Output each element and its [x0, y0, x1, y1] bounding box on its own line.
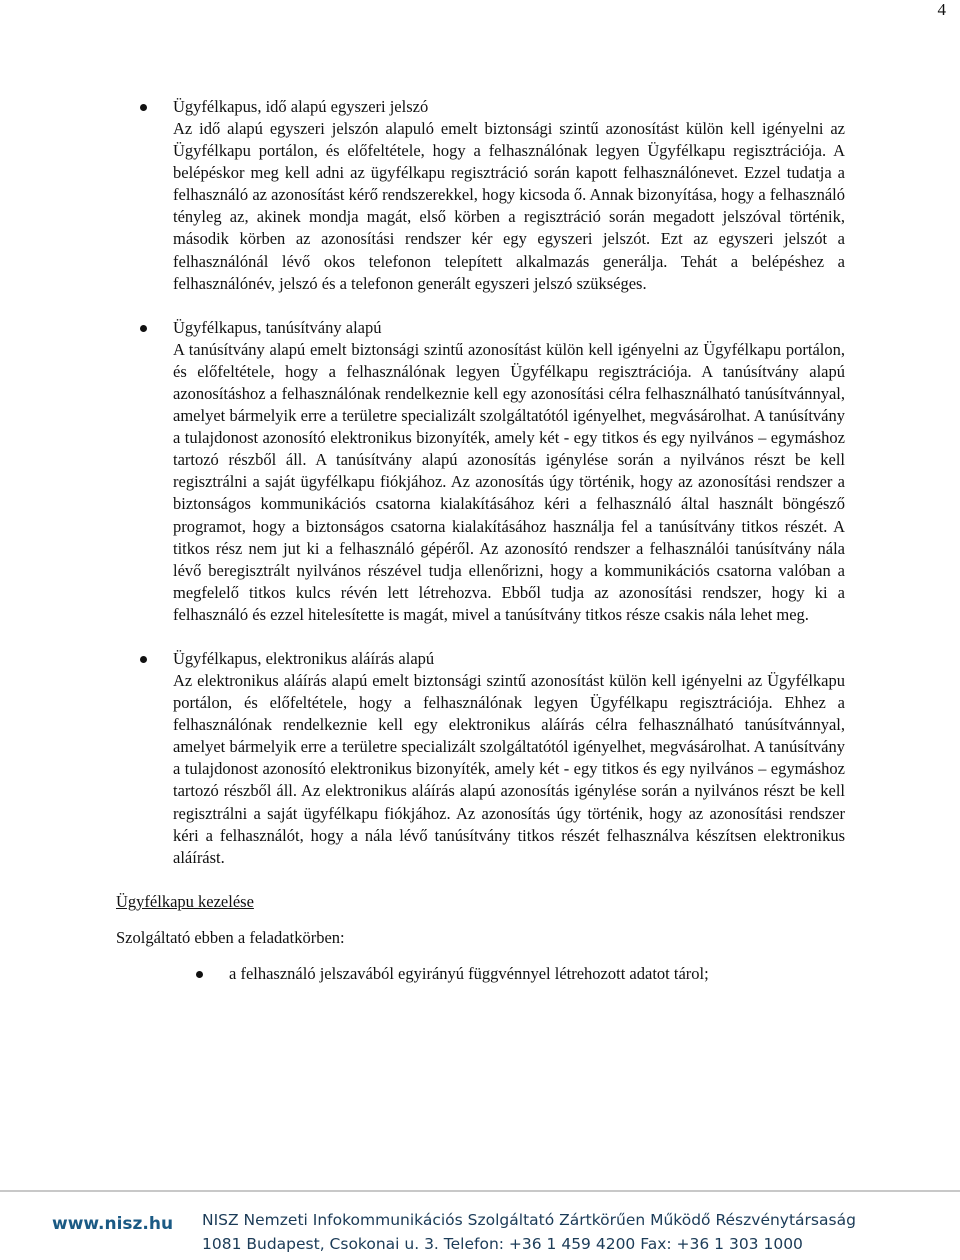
- bullet-paragraph: A tanúsítvány alapú emelt biztonsági szintű azonosítást külön kell igényelni az Ügyfélkapu portálon, és előfeltétele, hogy a felhasználónak legyen Ügyfélkapu regisztrációja. A tanúsítvány alapú azonosításhoz a felhasználónak rendelkeznie kell egy azonosítási célra felhasználható tanúsítvánnyal, amelyet bármelyik erre a területre specializált szolgáltatótól igényelhet, megvásárolhat. A tanúsítvány a tulajdonost azonosító elektronikus bizonyíték, amely két - egy titkos és egy nyilvános – egymáshoz tartozó részből áll. A tanúsítvány alapú azonosítás igénylése során a nyilvános részt be kell regisztrálni a saját ügyfélkapu fiókjához. Az azonosítás úgy történik, hogy az azonosítási rendszer a biztonságos kommunikációs csatorna kialakításához kéri a felhasználó által használt böngésző programot, hogy a biztonságos csatorna kialakításához használja fel a tanúsítvány titkos részét. A titkos rész nem jut ki a felhasználó gépéről. Az azonosító rendszer a felhasználói tanúsítvány nála lévő beregisztrált nyilvános részével tudja ellenőrizni, hogy a kommunikációs csatorna valóban a megfelelő titkos kulcs révén lett létrehozva. Ebből tudja az azonosítási rendszer, hogy ki a felhasználó és ezzel hitelesítette is magát, mivel a tanúsítvány titkos része csakis nála lehet meg.: [173, 339, 845, 624]
- bullet-icon: [140, 104, 147, 111]
- footer-address: 1081 Budapest, Csokonai u. 3. Telefon: +36 1 459 4200 Fax: +36 1 303 1000: [202, 1235, 803, 1253]
- bullet-section-esignature: [173, 648, 845, 869]
- footer-divider: [0, 1190, 960, 1192]
- bullet-heading: Ügyfélkapus, idő alapú egyszeri jelszó: [173, 97, 429, 116]
- bullet-heading: Ügyfélkapus, tanúsítvány alapú: [173, 317, 382, 337]
- section-title: Ügyfélkapu kezelése: [116, 891, 254, 911]
- bullet-section-certificate: [173, 317, 845, 626]
- bullet-icon: [196, 971, 203, 978]
- intro-text: Szolgáltató ebben a feladatkörben:: [116, 927, 345, 947]
- list-item-text: a felhasználó jelszavából egyirányú függvénnyel létrehozott adatot tárol;: [229, 963, 709, 983]
- bullet-paragraph: Az idő alapú egyszeri jelszón alapuló emelt biztonsági szintű azonosítást külön kell igényelni az Ügyfélkapu portálon, és előfeltétele, hogy a felhasználónak legyen Ügyfélkapu regisztrációja. A belépéskor meg kell adni az ügyfélkapu regisztráció során kapott felhasználónevet. Ezzel tudatja a felhasználó az azonosítást kérő rendszerekkel, hogy kicsoda ő. Annak bizonyítása, hogy a felhasználó tényleg az, akinek mondja magát, első körben a regisztráció során megadott jelszóval történik, második körben az azonosítási rendszer kér egy egyszeri jelszót. Ezt az egyszeri jelszót a felhasználónál lévő okos telefonon telepített alkalmazás generálja. Tehát a belépéshez a felhasználónév, jelszó és a telefonon generált egyszeri jelszó szükséges.: [173, 119, 845, 293]
- bullet-section-otp: [173, 96, 845, 295]
- footer-website-link[interactable]: www.nisz.hu: [52, 1214, 174, 1234]
- bullet-icon: [140, 656, 147, 663]
- list-item: [229, 963, 849, 985]
- bullet-heading: Ügyfélkapus, elektronikus aláírás alapú: [173, 648, 435, 668]
- footer-company-name: NISZ Nemzeti Infokommunikációs Szolgáltató Zártkörűen Működő Részvénytársaság: [202, 1211, 856, 1229]
- bullet-icon: [140, 325, 147, 332]
- page-number: 4: [937, 0, 946, 19]
- document-body: [0, 96, 960, 985]
- bullet-paragraph: Az elektronikus aláírás alapú emelt biztonsági szintű azonosítást külön kell igényelni az Ügyfélkapu portálon, és előfeltétele, hogy a felhasználónak legyen Ügyfélkapu regisztrációja. Ehhez a felhasználónak rendelkeznie kell egy elektronikus aláírás célra felhasználható tanúsítvánnyal, amelyet bármelyik erre a területre specializált szolgáltatótól igényelhet, megvásárolhat. A tanúsítvány a tulajdonost azonosító elektronikus bizonyíték, amely két - egy titkos és egy nyilvános – egymáshoz tartozó részből áll. Az elektronikus aláírás alapú azonosítás igénylése során a nyilvános részt be kell regisztrálni a saját ügyfélkapu fiókjához. Az azonosítás úgy történik, hogy az azonosítási rendszer kéri a felhasználót, hogy a nála lévő tanúsítvány titkos részét felhasználva készítsen elektronikus aláírást.: [173, 670, 845, 867]
